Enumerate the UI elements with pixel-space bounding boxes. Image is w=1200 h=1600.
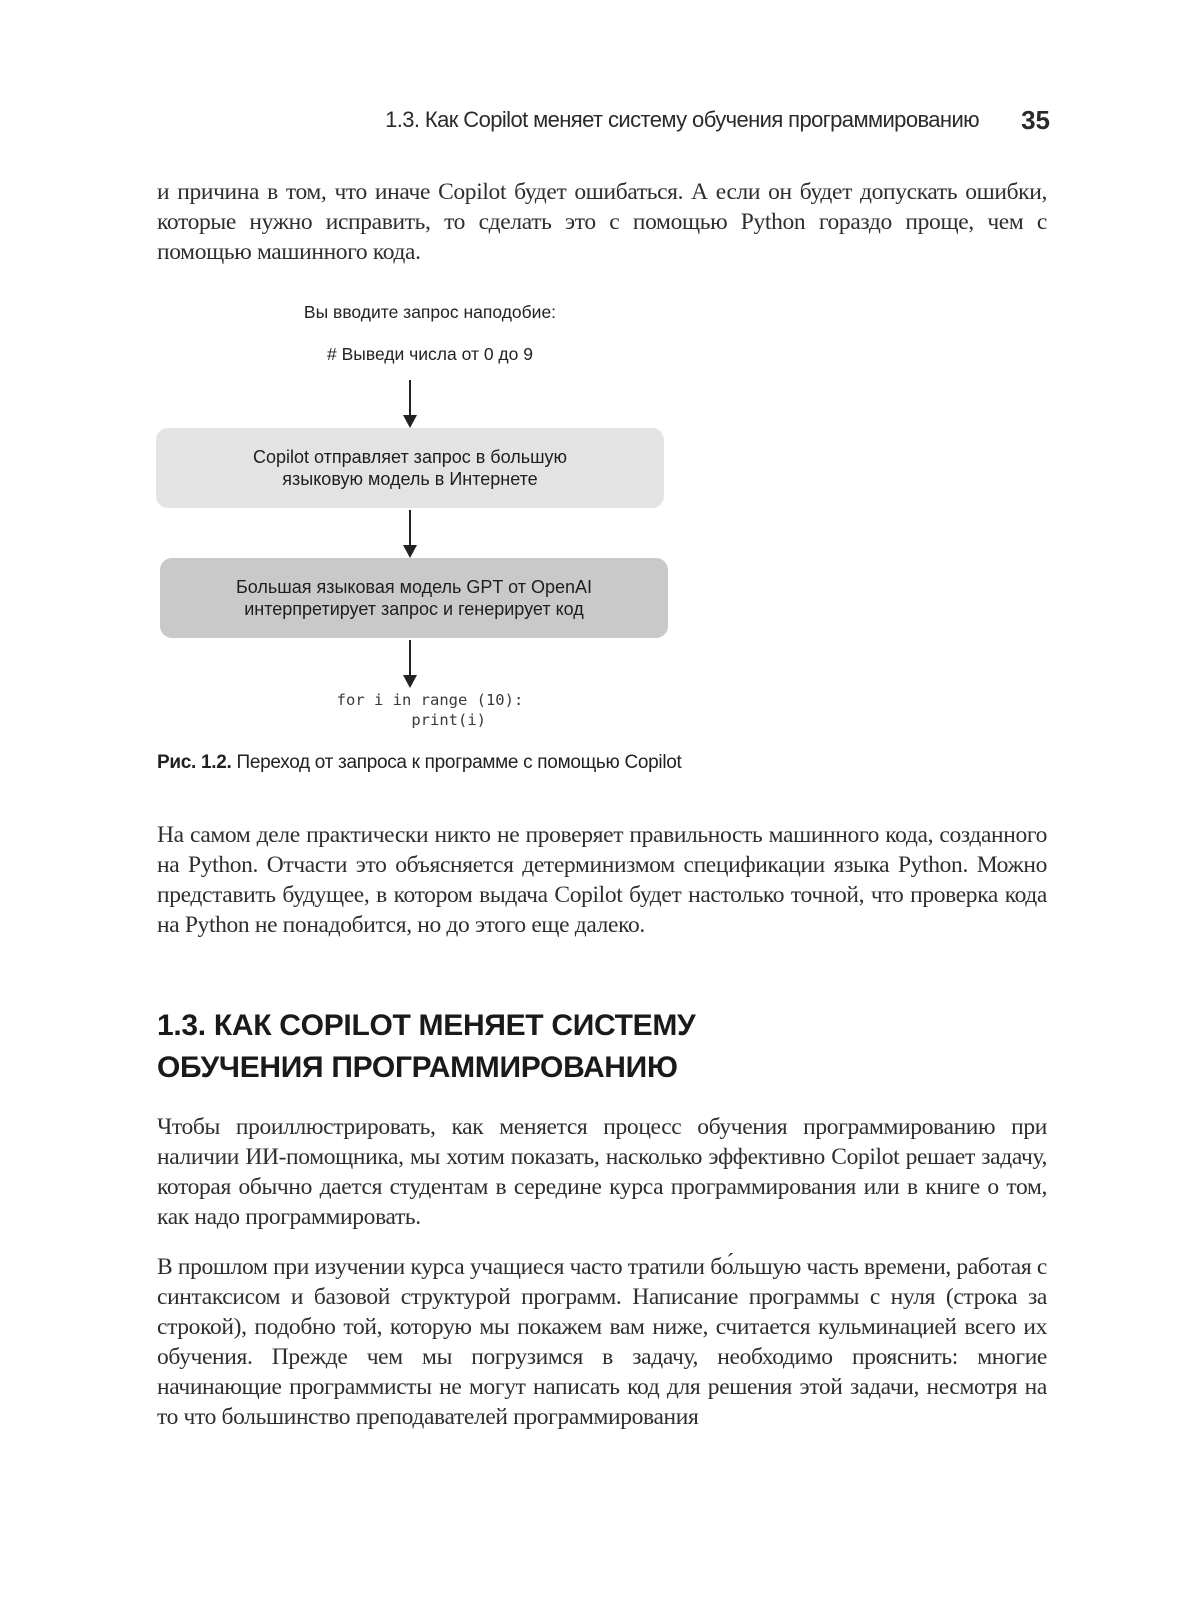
code-line-1: for i in range (10):	[336, 691, 524, 709]
section-heading	[157, 1005, 1057, 1089]
arrow-down-icon	[409, 380, 411, 416]
section-heading-line1: 1.3. КАК COPILOT МЕНЯЕТ СИСТЕМУ	[157, 1009, 696, 1042]
intro-paragraph: и причина в том, что иначе Copilot будет ошибаться. А если он будет допускать ошибки, которые нужно исправить, то сделать это с помощью Python гораздо проще, чем с помощью машинного кода.	[157, 179, 1047, 265]
flow-step-copilot	[156, 428, 664, 508]
figure-prompt-example: # Выведи числа от 0 до 9	[327, 344, 533, 364]
running-head-title: 1.3. Как Copilot меняет систему обучения программированию	[385, 107, 980, 132]
figure-caption	[157, 752, 682, 774]
figure-caption-label: Рис. 1.2.	[157, 752, 232, 773]
figure-caption-text: Переход от запроса к программе с помощью Copilot	[231, 752, 682, 773]
arrow-down-icon	[409, 640, 411, 676]
after-figure-paragraph: На самом деле практически никто не проверяет правильность машинного кода, созданного на Python. Отчасти это объясняется детерминизмом спецификации языка Python. Можно представить будущее, в котором выдача Copilot будет настолько точной, что проверка кода на Python не понадобится, но до этого еще далеко.	[157, 822, 1047, 938]
section-paragraph-1: Чтобы проиллюстрировать, как меняется процесс обучения программированию при наличии ИИ-помощника, мы хотим показать, насколько эффективно Copilot решает задачу, которая обычно дается студентам в середине курса программирования или в книге о том, как надо программировать.	[157, 1114, 1047, 1230]
flow-step-gpt	[160, 558, 668, 638]
flow-step-copilot-line2: языковую модель в Интернете	[282, 469, 538, 489]
page-number: 35	[1021, 104, 1050, 135]
arrow-down-icon	[409, 510, 411, 546]
flow-step-gpt-line2: интерпретирует запрос и генерирует код	[244, 599, 584, 619]
section-paragraph-2: В прошлом при изучении курса учащиеся часто тратили бо́льшую часть времени, работая с синтаксисом и базовой структурой программ. Написание программы с нуля (строка за строкой), подобно той, которую мы покажем вам ниже, считается кульминацией всего их обучения. Прежде чем мы погрузимся в задачу, необходимо прояснить: многие начинающие программисты не могут написать код для решения этой задачи, несмотря на то что большинство преподавателей программирования	[157, 1254, 1047, 1430]
figure-intro-label: Вы вводите запрос наподобие:	[303, 302, 557, 322]
figure-flowchart	[150, 290, 710, 750]
flow-step-gpt-line1: Большая языковая модель GPT от OpenAI	[235, 577, 593, 597]
flow-step-copilot-line1: Copilot отправляет запрос в большую	[252, 447, 568, 467]
code-line-2: print(i)	[374, 711, 486, 729]
running-head	[300, 100, 1050, 140]
section-heading-line2: ОБУЧЕНИЯ ПРОГРАММИРОВАНИЮ	[157, 1051, 678, 1084]
